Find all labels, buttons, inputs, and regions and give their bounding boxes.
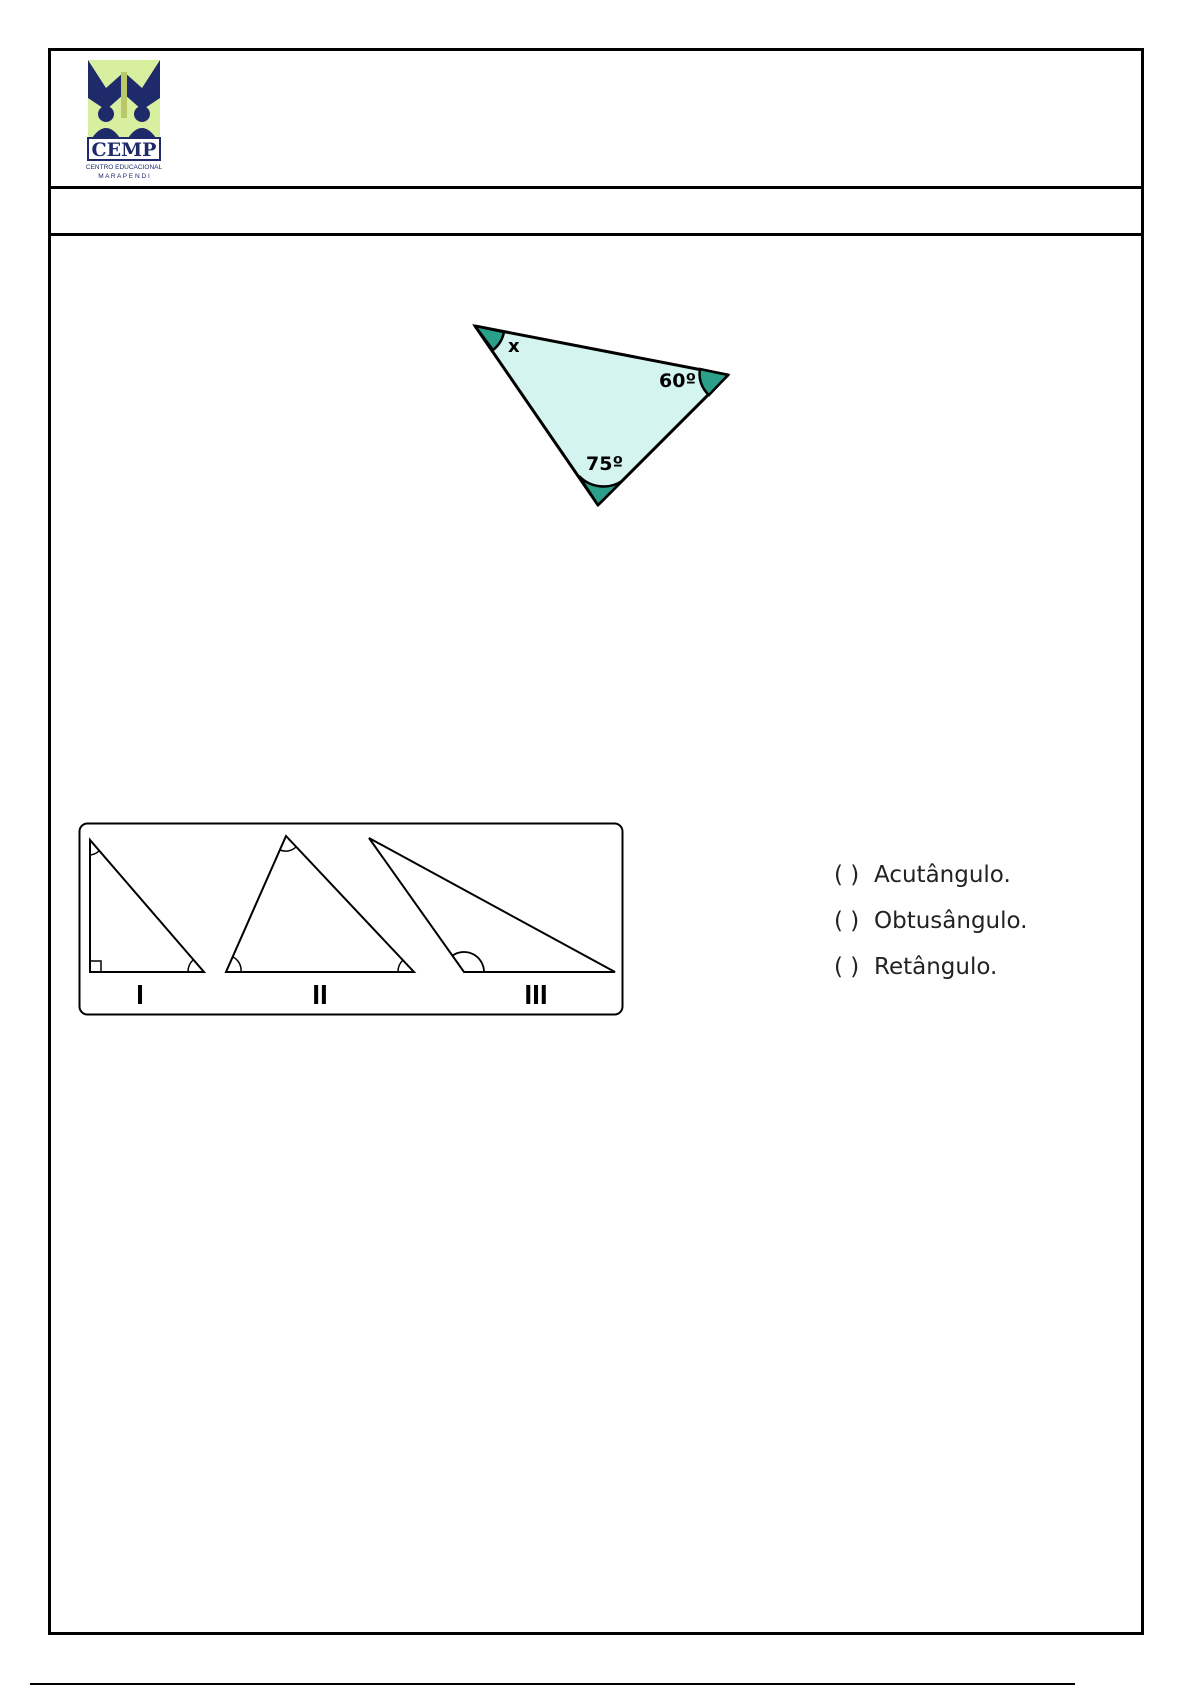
option-label: Obtusângulo.	[874, 908, 1028, 934]
answer-blank[interactable]: ( )	[834, 862, 860, 888]
label-ii: II	[312, 979, 328, 1010]
triangles-classification-figure	[78, 822, 624, 1016]
option-acute[interactable]	[834, 852, 1028, 898]
triangle-angle-figure	[466, 318, 736, 510]
angle-label-x: x	[508, 336, 520, 357]
option-label: Acutângulo.	[874, 862, 1011, 888]
logo-line-2: M A R A P E N D I	[98, 173, 150, 180]
angle-arc-60	[700, 369, 728, 395]
angle-label-60: 60º	[659, 370, 697, 392]
logo-line-1: CENTRO EDUCACIONAL	[86, 164, 162, 171]
header-divider-top	[48, 186, 1144, 189]
label-iii: III	[524, 979, 548, 1010]
angle-label-75: 75º	[586, 453, 624, 475]
header-divider-bottom	[48, 233, 1144, 236]
label-i: I	[136, 979, 144, 1010]
option-right[interactable]	[834, 944, 1028, 990]
classification-options	[834, 852, 1028, 990]
logo-name: CEMP	[91, 139, 157, 161]
option-label: Retângulo.	[874, 954, 998, 980]
answer-blank[interactable]: ( )	[834, 908, 860, 934]
school-logo	[86, 58, 162, 180]
answer-blank[interactable]: ( )	[834, 954, 860, 980]
option-obtuse[interactable]	[834, 898, 1028, 944]
